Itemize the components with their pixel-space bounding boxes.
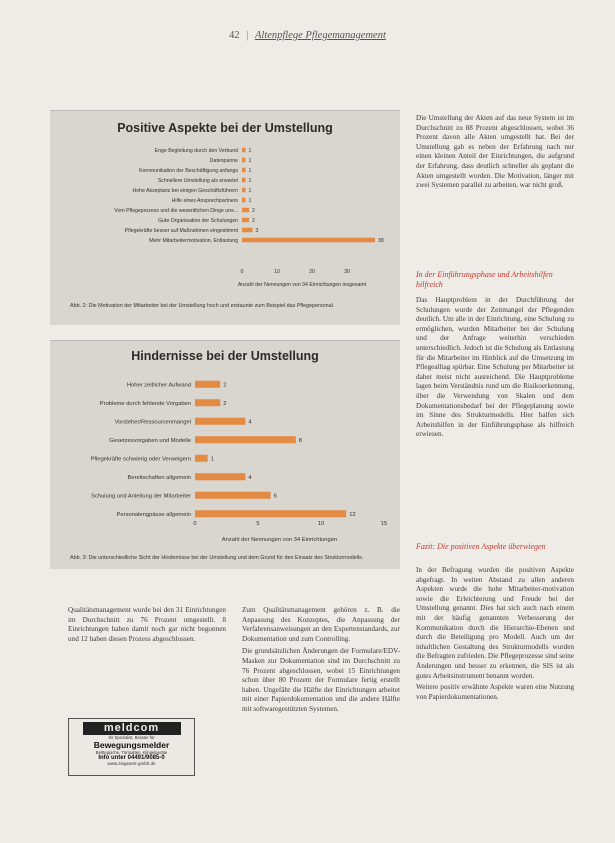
advertisement[interactable]: [68, 718, 195, 776]
figure-positive-aspects: [50, 110, 400, 325]
data-label: 6: [273, 493, 277, 500]
category-label: Bereitschaften allgemein: [127, 474, 191, 481]
bar: [242, 238, 375, 243]
bar: [242, 148, 246, 153]
category-label: Gesetzesvorgaben und Modelle: [109, 437, 191, 444]
data-label: 3: [255, 227, 259, 234]
subheading: Fazit: Die positiven Aspekte überwiegen: [416, 542, 546, 551]
data-label: 8: [298, 437, 303, 444]
ad-line: Ihr Spezialist. Berater für: [108, 735, 155, 740]
bar: [242, 168, 246, 173]
bar: [242, 158, 246, 163]
category-label: Datenpanne: [209, 157, 238, 164]
paragraph: Qualitätsmanagement wurde bei den 31 Einrichtungen im Durchschnitt zu 76 Prozent umgestellt. 8 Einrichtungen haben damit noch gar nicht begonnen und 12 haben diesen Prozess abgeschlossen.: [68, 606, 226, 643]
subheading: In der Einführungsphase und Arbeitshilfen hilfreich: [416, 270, 553, 289]
category-label: Mehr Mitarbeitermotivation, Entlastung: [149, 237, 238, 244]
bar: [242, 208, 249, 213]
category-label: Vom Pflegeprozess und die wesentlichen Dinge uns...: [114, 207, 238, 214]
category-label: Hoher zeitlicher Aufwand: [126, 382, 191, 389]
data-label: 1: [210, 456, 214, 463]
right-column-text-2: [416, 296, 574, 440]
ad-url[interactable]: www.ziegeamt-gmbh.de: [107, 761, 156, 766]
data-label: 1: [248, 197, 252, 204]
category-label: Gute Organisation der Schulungen: [158, 217, 238, 224]
data-label: 1: [248, 167, 252, 174]
middle-column-text: [242, 606, 400, 715]
bar: [195, 436, 296, 443]
ad-line: Bettteppiche, Türmatten, Klingelgeräte: [95, 750, 168, 755]
bar: [242, 198, 246, 203]
data-label: 1: [248, 177, 252, 184]
header-separator: |: [246, 30, 249, 41]
data-label: 1: [248, 147, 252, 154]
tick-label: 20: [309, 269, 315, 275]
tick-label: 5: [256, 521, 260, 527]
paragraph: Die grundsätzlichen Änderungen der Formulare/EDV-Masken zur Dokumentation sind im Durchschnitt zu 76 Prozent abgeschlossen, wobei 15 Einrichtungen schon über 80 Prozent der Formulare fertig erstellt haben. Ungefähr die Hälfte der Einrichtungen arbeitet mit einer Papierdokumentation und die andere Hälfte mit softwaregestützten Systemen.: [242, 647, 400, 713]
paragraph: Das Hauptproblem in der Durchführung der Schulungen wurde der Zeitmangel der Pflegenden deutlich. Um alle in der Einrichtung, eine Schulung zu ermöglichen, wurden Mitarbeiter bei der Schulung und der Anfrage weiterhin verschieden unterschiedlich. Jedoch ist die Schulung als Entlastung für die Mitarbeiter im Hinblick auf die Umsetzung im Pflegealltag spürbar. Eine Schulung per Mitarbeiter ist daher meist nicht ausreichend. Die Hauptprobleme lagen beim Verständnis rund um die Risikoerkennung, über die Verwendung von Skalen und dem Dokumentationsbedarf bei der Pflegeplanung sowie im Sinne des Strukturmodells. Hier halfen sich Arbeitshilfen in der Einführungsphase als hilfreich erwiesen.: [416, 296, 574, 439]
data-label: 38: [378, 237, 384, 244]
paragraph: Weitere positiv erwähnte Aspekte waren eine Nutzung von Papierdokumentationen.: [416, 683, 574, 701]
paragraph: Die Umstellung der Akten auf das neue System ist im Durchschnitt zu 88 Prozent abgeschlossen, wobei 36 Prozent davon alle Akten umgestellt hat. Bei der Umstellung gab es neben der Erfahrung nach nur einen kleinen Anteil der Einrichtungen, die aufgrund der Erfahrung, dass deutlich schneller als geplant die Akten umgestellt worden. Die Motivation, länger mit zwei Systemen parallel zu arbeiten, war nicht groß.: [416, 114, 574, 190]
bar: [195, 399, 220, 406]
bar: [195, 510, 346, 517]
category-label: Schnellere Umstellung als erwartet: [157, 177, 238, 184]
category-label: Schulung und Anleitung der Mitarbeiter: [91, 493, 191, 500]
tick-label: 15: [380, 521, 388, 527]
category-label: Vorsteher/Ressourcenmangel: [114, 419, 191, 426]
page-number: 42: [229, 30, 240, 41]
bar: [195, 381, 220, 388]
tick-label: 0: [240, 269, 244, 275]
tick-label: 30: [344, 269, 350, 275]
category-label: Hohe Akzeptanz bei einigen Geschäftsführern: [132, 187, 238, 194]
chart-title: Hindernisse bei der Umstellung: [131, 349, 319, 363]
data-label: 2: [223, 400, 227, 407]
figure-caption: Abb. 2: Die Motivation der Mitarbeiter bei der Umstellung hoch und erstaunte zum Beispiel das Pflegepersonal.: [70, 303, 335, 309]
right-column-text-1: [416, 114, 574, 191]
data-label: 4: [248, 419, 252, 426]
bar: [242, 188, 246, 193]
data-label: 4: [248, 474, 252, 481]
tick-label: 10: [274, 269, 280, 275]
category-label: Pflegekräfte besser auf Maßnahmen eingestimmt: [124, 227, 238, 234]
paragraph: In der Befragung wurden die positiven Aspekte abgefragt. In weiten Abstand zu allen anderen Aspekten wurde die hohe Mitarbeiter-motivation sowie die Erleichterung und Freude bei der Umstellung genannt. Dies hat sich auch nach einem mit der häufig genannten Verbesserung der Kommunikation durch die Hierarchie-Ebenen und durch die Beteiligung pro Modell. Auch um der inhaltlichen Gestaltung des Strukturmodells wurden die Befragten zufrieden. Die Pflegeprozesse sind seine Änderungen und besser zu erkennen, die SIS ist als gutes Arbeitsinstrument benannt worden.: [416, 566, 574, 680]
x-axis-label: Anzahl der Nennungen von 34 Einrichtungen: [221, 537, 338, 543]
category-label: Personalengpässe allgemein: [116, 511, 191, 518]
data-label: 2: [223, 382, 227, 389]
data-label: 1: [248, 187, 252, 194]
bar: [195, 455, 208, 462]
bar: [242, 178, 246, 183]
category-label: Hilfe eines Ansprechpartners: [171, 197, 238, 204]
journal-title: Altenpflege Pflegemanagement: [254, 30, 386, 41]
bar: [242, 228, 253, 233]
right-column-text-3: [416, 566, 574, 702]
data-label: 12: [349, 511, 356, 518]
bar: [195, 473, 245, 480]
ad-logo: meldcom: [83, 722, 181, 735]
chart-positive-aspects: [50, 139, 400, 299]
bar: [242, 218, 249, 223]
bar: [195, 492, 271, 499]
category-label: Probleme durch fehlende Vorgaben: [99, 400, 191, 407]
category-label: Enge Begleitung durch den Verbund: [154, 147, 238, 154]
bar: [195, 418, 245, 425]
running-header: [0, 30, 615, 41]
left-column-text: [68, 606, 226, 644]
ad-phone: Info unter 04491/9085-0: [98, 755, 165, 761]
x-axis-label: Anzahl der Nennungen von 34 Einrichtungen insgesamt: [237, 282, 367, 288]
data-label: 1: [248, 157, 252, 164]
category-label: Kommunikation der Beschäftigung anfangs: [139, 167, 238, 174]
data-label: 2: [252, 217, 255, 224]
figure-obstacles: [50, 340, 400, 569]
category-label: Pflegekräfte schwierig oder Verweigern: [90, 456, 191, 463]
tick-label: 0: [193, 521, 197, 527]
figure-caption: Abb. 3: Die unterschiedliche Sicht der Hindernisse bei der Umstellung und dem Grund für den Einsatz des Strukturmodells.: [70, 555, 364, 561]
chart-obstacles: [50, 369, 400, 543]
paragraph: Zum Qualitätsmanagement gehören z. B. die Anpassung des Konzeptes, die Anpassung der Verfahrensanweisungen an den Expertenstandards, zur Dokumentation und zum Controlling.: [242, 606, 400, 643]
chart-title: Positive Aspekte bei der Umstellung: [117, 121, 333, 135]
ad-headline: Bewegungsmelder: [93, 740, 170, 750]
data-label: 2: [252, 207, 255, 214]
tick-label: 10: [317, 521, 325, 527]
